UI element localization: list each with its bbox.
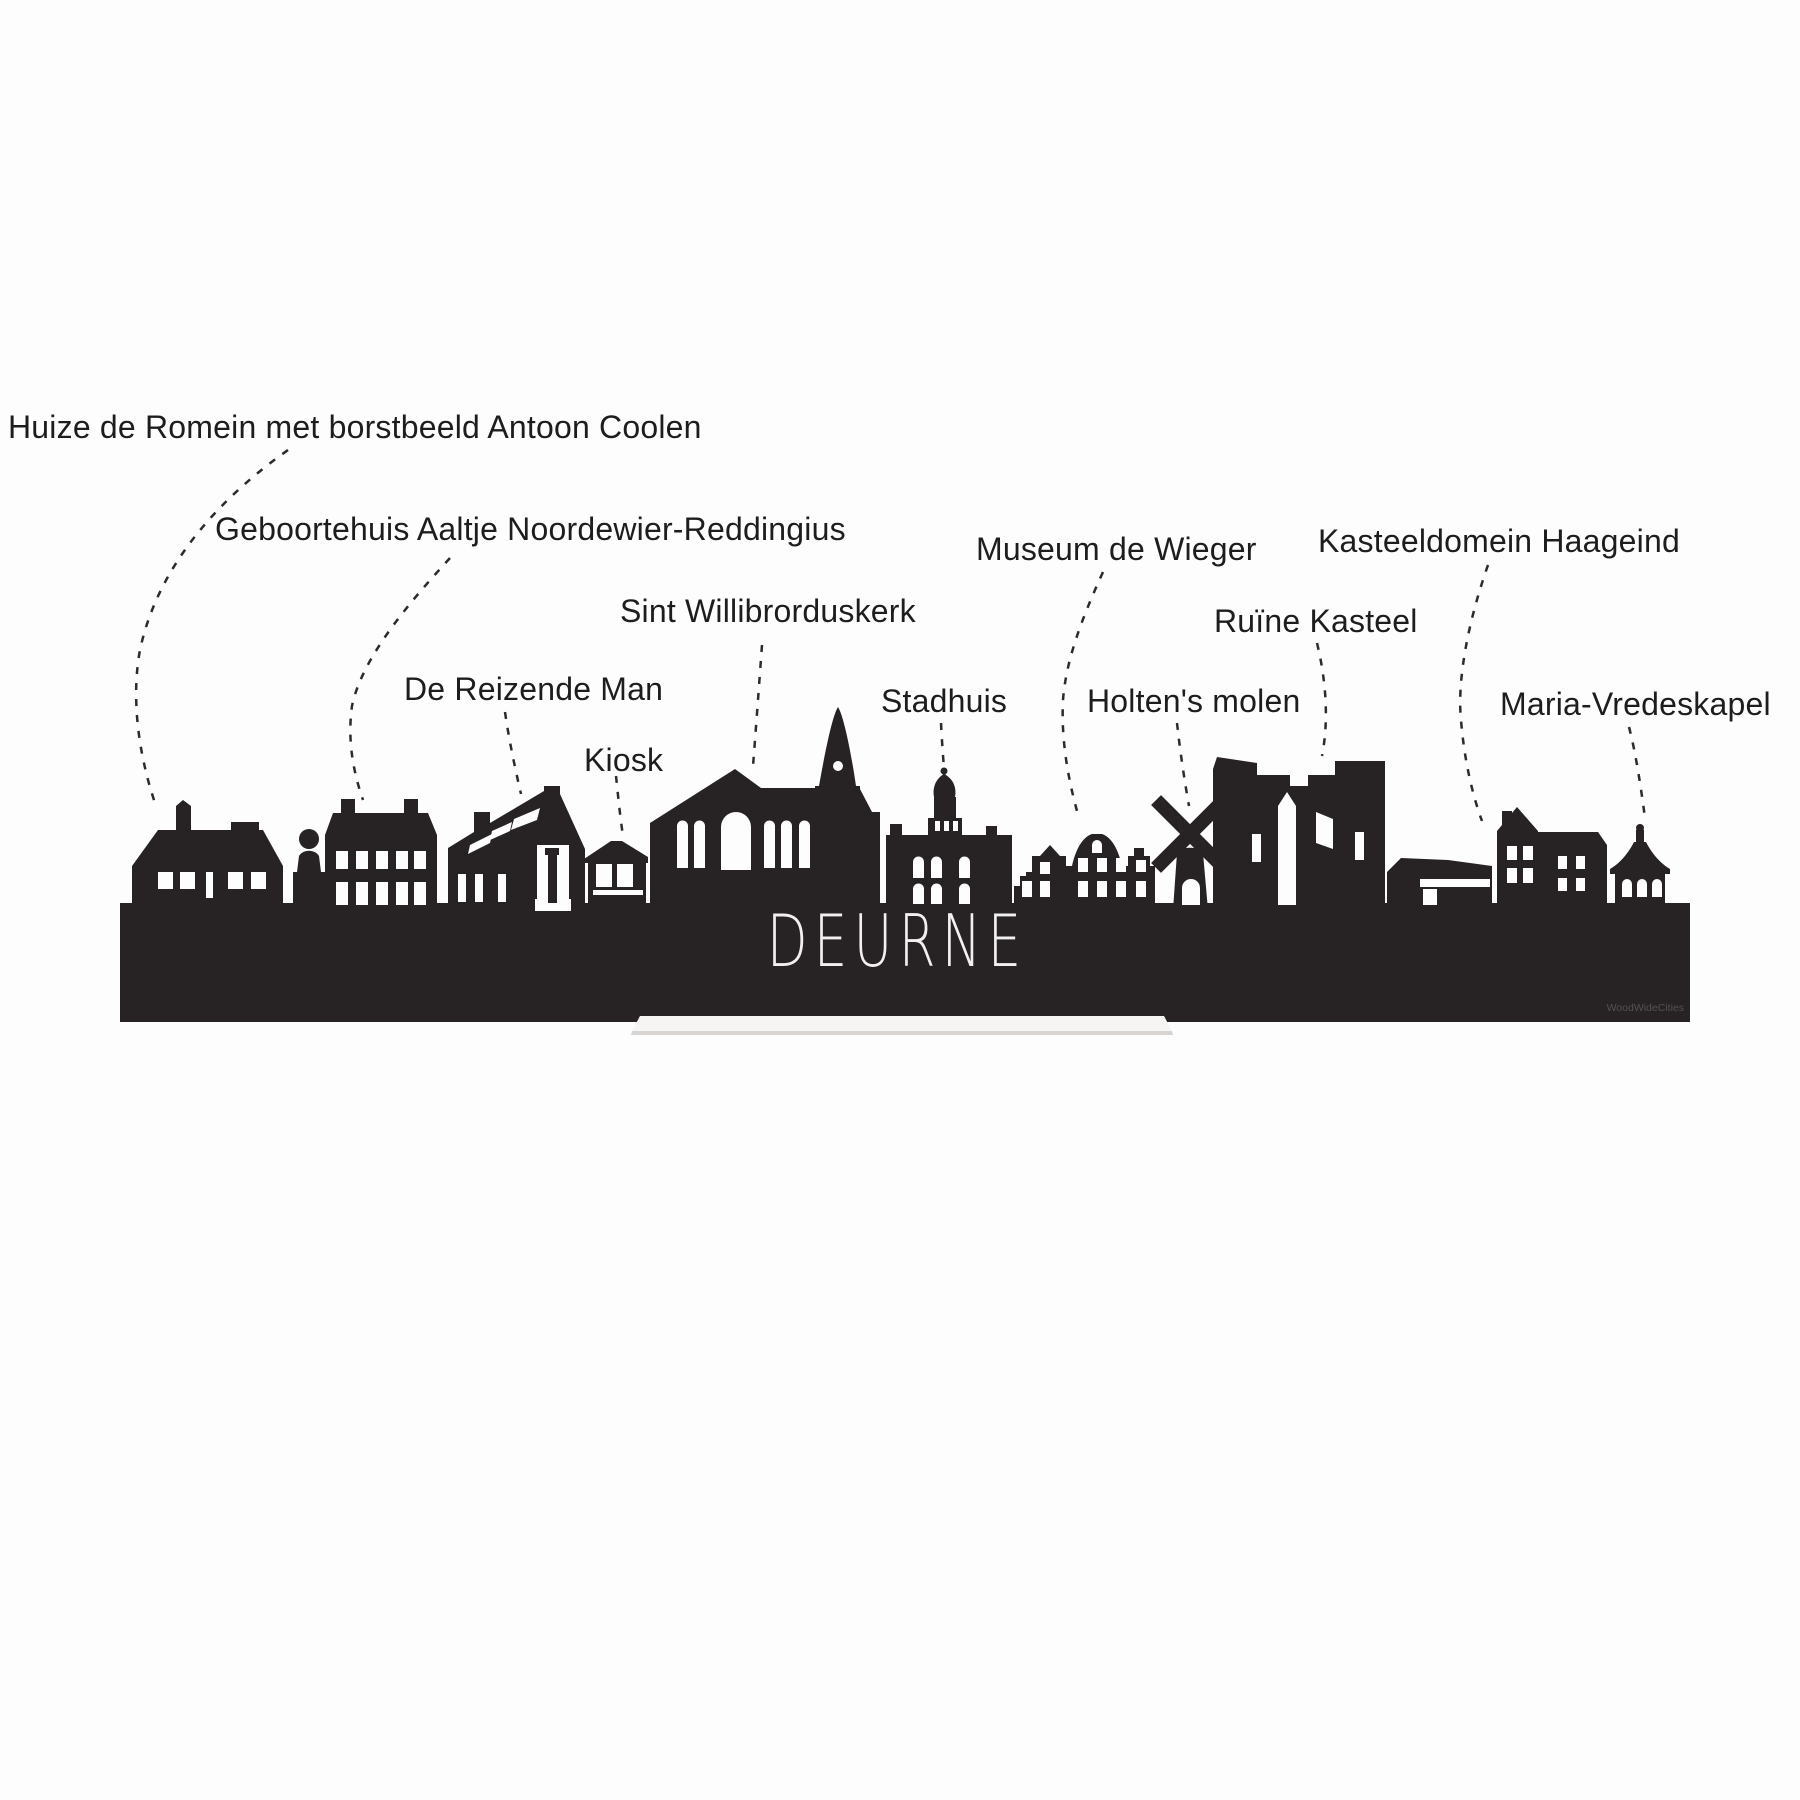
watermark-text: WoodWideCities (1606, 1002, 1684, 1014)
label-kiosk: Kiosk (584, 742, 664, 778)
label-kasteeldomein: Kasteeldomein Haageind (1318, 523, 1680, 559)
display-stand (631, 1016, 1173, 1035)
huize-de-romein-silhouette (132, 800, 283, 910)
de-reizende-man-silhouette (448, 786, 585, 911)
callout-line-kiosk (616, 776, 623, 836)
callout-line-vredeskapel (1629, 727, 1645, 818)
ruine-kasteel-silhouette (1213, 757, 1385, 910)
geboortehuis-silhouette (325, 799, 437, 910)
callout-line-huize-de-romein (136, 450, 288, 806)
callout-line-willibrorduskerk (753, 645, 762, 766)
label-willibrorduskerk: Sint Willibrorduskerk (620, 593, 916, 629)
callout-line-molen (1177, 723, 1189, 806)
label-ruine-kasteel: Ruïne Kasteel (1214, 603, 1418, 639)
label-museum-de-wieger: Museum de Wieger (976, 531, 1257, 567)
callout-line-ruine (1317, 643, 1326, 756)
stadhuis-silhouette (886, 768, 1012, 911)
kasteeldomein-haageind-silhouette (1387, 858, 1492, 910)
bust-antoon-coolen-silhouette (293, 829, 325, 910)
callout-lines (136, 450, 1645, 836)
callout-line-kasteeldomein (1460, 565, 1488, 821)
label-holtens-molen: Holten's molen (1087, 683, 1301, 719)
label-geboortehuis: Geboortehuis Aaltje Noordewier-Reddingius (215, 511, 846, 547)
kiosk-silhouette (584, 841, 648, 907)
haageind-house-silhouette (1497, 807, 1607, 910)
sint-willibrorduskerk-silhouette (650, 707, 880, 910)
museum-de-wieger-silhouette (1014, 834, 1155, 910)
label-reizende-man: De Reizende Man (404, 671, 664, 707)
label-vredeskapel: Maria-Vredeskapel (1500, 686, 1771, 722)
label-huize-de-romein: Huize de Romein met borstbeeld Antoon Coolen (8, 409, 702, 445)
city-name-cutout: DEURNE (766, 898, 1028, 984)
label-stadhuis: Stadhuis (881, 683, 1008, 719)
maria-vredeskapel-silhouette (1610, 824, 1670, 910)
callout-line-reizende-man (505, 712, 521, 794)
